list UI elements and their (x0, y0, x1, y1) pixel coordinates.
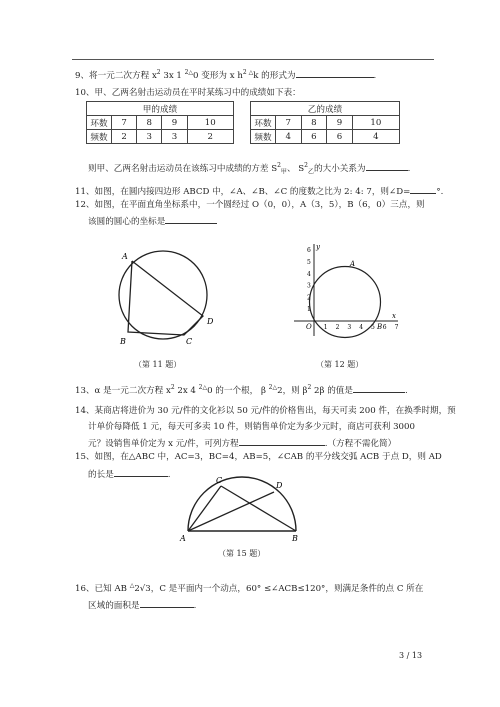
fig12-circle (310, 267, 381, 338)
q13-text-b: 2x 4 (174, 385, 199, 396)
table-jia-title: 甲的成绩 (87, 102, 234, 116)
table-cell: 6 (327, 130, 353, 144)
fig15-segment-ad (188, 492, 274, 531)
table-cell: 6 (301, 130, 327, 144)
question-16-b: 区域的面积是 . (88, 598, 196, 612)
fig12-x-tick-label: 5 (371, 324, 375, 331)
table-cell: 9 (327, 116, 353, 130)
question-12-b (88, 214, 217, 228)
fig11-label-d: D (207, 317, 214, 326)
fig15-caption: （第 15 题） (218, 549, 266, 558)
fig11-label-b: B (120, 337, 126, 346)
answer-blank-9[interactable] (296, 68, 374, 78)
q11-end: °. (436, 187, 444, 197)
question-11 (75, 184, 443, 198)
table-cell: 7 (276, 116, 302, 130)
q14-end: .（方程不需化简） (324, 439, 397, 449)
question-16-a: 16、已知 AB △2√3，C 是平面内一个动点，60° ≤∠ACB≤120°，则满足条件的点 C 所在 (75, 582, 424, 594)
fig12-y-tick-label: 5 (307, 259, 311, 266)
fig12-label-b: B (377, 323, 383, 331)
fig15-segment-cb (221, 486, 296, 531)
answer-blank-13[interactable] (353, 383, 405, 393)
question-13: 13、α 是一元二次方程 $x^2$ 2x 4 $^{2\triangle}$0 的一个根， β $^{2\triangle}$2，则 $\beta^2$ 2β 的值是 . (75, 384, 408, 396)
table-cell: 9 (162, 116, 187, 130)
answer-blank-15[interactable] (114, 467, 168, 477)
table-cell: 3 (162, 130, 187, 144)
fig12-origin-label: O (306, 323, 312, 331)
figure-12 (290, 240, 402, 340)
fig12-y-tick-label: 4 (307, 270, 311, 278)
fig12-x-tick-label: 1 (323, 324, 328, 331)
q9-text-c: 0 变形为 x h (193, 70, 243, 81)
answer-blank-10[interactable] (366, 161, 408, 171)
fig12-y-label: y (316, 243, 320, 251)
fig15-label-b: B (292, 534, 298, 543)
fig15-label-c: C (216, 476, 223, 485)
fig12-x-tick-label: 7 (394, 324, 399, 331)
table-cell: 2 (187, 130, 233, 144)
fig12-x-tick-label: 6 (382, 324, 387, 331)
fig12-y-tick-label: 3 (307, 282, 311, 290)
fig12-x-tick-label: 2 (335, 324, 340, 331)
table-yi (250, 101, 400, 144)
table-cell: 频数 (87, 130, 112, 144)
question-14-b: 计单价每降低 1 元，每天可多卖 10 件，则销售单价定为多少元时，商店可获利 3000 (88, 422, 415, 432)
fig12-y-tick-label: 6 (307, 247, 311, 255)
answer-blank-12[interactable] (165, 214, 217, 224)
table-cell: 10 (352, 116, 399, 130)
fig12-caption: （第 12 题） (316, 360, 364, 369)
q10-ask-b: 、 S (286, 163, 305, 174)
fig11-quadrilateral (128, 261, 203, 335)
q13-text-a: 13、α 是一元二次方程 x (75, 385, 171, 396)
question-15-b: 的长是 . (88, 467, 171, 481)
table-cell: 8 (301, 116, 327, 130)
question-12-a: 12、如图，在平面直角坐标系中，一个圆经过 O（0，0），A（3，5），B（6，0）三点，则 (75, 200, 425, 210)
q13-text-d: 2，则 β (277, 385, 308, 396)
table-yi-title: 乙的成绩 (251, 102, 400, 116)
question-14-c (88, 436, 396, 450)
answer-blank-11[interactable] (410, 184, 436, 194)
figure-11 (108, 240, 218, 352)
q11-text: 11、如图，在圆内接四边形 ABCD 中，∠A、∠B、∠C 的度数之比为 2: 4: 7，则∠D= (75, 187, 411, 197)
table-cell: 环数 (87, 116, 112, 130)
table-cell: 频数 (251, 130, 276, 144)
fig12-x-tick-label: 3 (347, 324, 352, 331)
table-cell: 3 (137, 130, 162, 144)
q13-text-e: 2β 的值是 (311, 385, 353, 396)
q16-text-a: 16、已知 AB (75, 583, 130, 594)
table-cell: 2 (112, 130, 137, 144)
fig15-label-d: D (276, 481, 283, 490)
answer-blank-14[interactable] (239, 436, 325, 446)
q14-text: 元？设销售单价定为 x 元/件，可列方程 (88, 439, 239, 449)
fig12-x-tick-label: 4 (359, 324, 364, 331)
question-15-a: 15、如图，在△ABC 中，AC=3，BC=4，AB=5，∠CAB 的平分线交弧 ACB 于点 D，则 AD (75, 452, 442, 462)
table-cell: 4 (276, 130, 302, 144)
table-jia (86, 101, 234, 144)
fig15-label-a: A (180, 534, 186, 543)
table-cell: 10 (187, 116, 233, 130)
table-cell: 7 (112, 116, 137, 130)
question-10-ask: 则甲、乙两名射击运动员在该练习中成绩的方差 $S^2_甲$、 $S^2_乙$的大小关系为 . (88, 162, 411, 176)
q10-ask-a: 则甲、乙两名射击运动员在该练习中成绩的方差 S (88, 163, 278, 174)
question-9: 9、将一元二次方程 $x^2$ 3x 1 $^{2\triangle}$0 变形为 x $h^{2 \triangle}k$ 的形式为 . (75, 69, 377, 81)
fig12-x-label: x (392, 312, 396, 320)
page-number: 3 / 13 (399, 651, 423, 660)
question-10: 10、甲、乙两名射击运动员在平时某练习中的成绩如下表： (75, 88, 301, 98)
q13-text-c: 0 的一个根， β (207, 385, 269, 396)
fig11-label-a: A (122, 252, 128, 261)
table-cell: 环数 (251, 116, 276, 130)
q10-ask-c: 的大小关系为 (314, 163, 366, 174)
fig12-y-tick-label: 1 (307, 306, 311, 314)
answer-blank-16[interactable] (140, 598, 194, 608)
fig11-label-c: C (186, 337, 193, 346)
q9-text-b: 3x 1 (160, 70, 185, 81)
q12-text: 该圆的圆心的坐标是 (88, 217, 166, 227)
fig11-caption: （第 11 题） (134, 360, 182, 369)
table-cell: 4 (352, 130, 399, 144)
header-rule (72, 59, 434, 60)
fig12-y-tick-label: 2 (307, 294, 311, 302)
q9-text-a: 9、将一元二次方程 x (75, 70, 157, 81)
q9-text-d: k 的形式为 (253, 70, 296, 81)
q15-text: 的长是 (88, 470, 114, 480)
q16-text-c: 区域的面积是 (88, 601, 140, 611)
question-14-a: 14、某商店将进价为 30 元/件的文化衫以 50 元/件的价格售出，每天可卖 200 件，在换季时期，预 (75, 406, 456, 416)
fig12-label-a: A (350, 260, 356, 268)
q16-text-b: 2√3，C 是平面内一个动点，60° ≤∠ACB≤120°，则满足条件的点 C 所在 (134, 583, 424, 594)
figure-15 (178, 474, 302, 544)
table-cell: 8 (137, 116, 162, 130)
